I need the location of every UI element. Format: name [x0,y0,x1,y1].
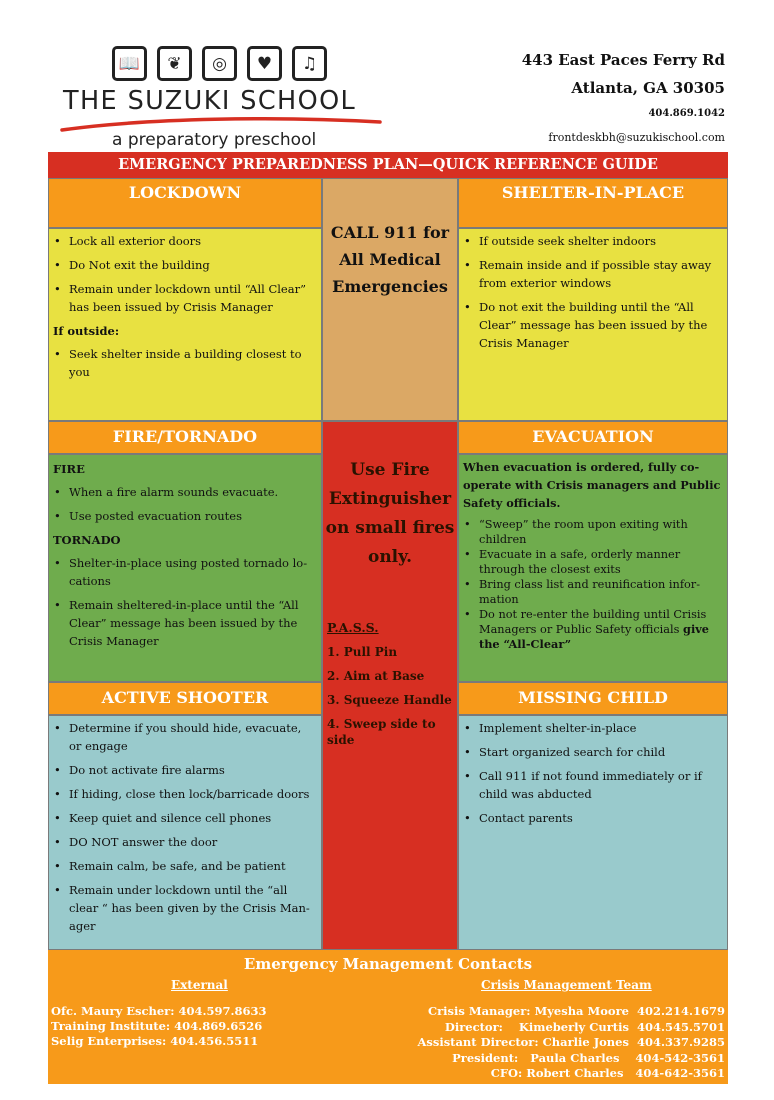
globe-icon: ◎ [202,46,237,81]
list-item: • Do not activate fire alarms [53,761,315,779]
logo-icons [112,46,337,82]
pass-step: 2. Aim at Base [327,669,425,683]
active-shooter-panel [48,715,322,950]
fire-extinguisher-text: Use Fire Extinguisher on small fires only. [325,460,455,567]
list-item: • Remain under lockdown until “All Clear” has been issued by Crisis Manager [53,280,315,316]
evacuation-last-bold: give the “All-Clear” [479,622,709,651]
external-contacts [51,1004,267,1049]
list-item: • Contact parents [463,809,721,827]
address-street: 443 East Paces Ferry Rd [521,51,725,69]
contact-line: CFO: Robert Charles 404-642-3561 [490,1066,725,1080]
crisis-team-label: Crisis Management Team [481,978,652,992]
list-item: • Remain under lockdown until the “all clear “ has been given by the Crisis Man-ager [53,881,315,935]
school-name: THE SUZUKI SCHOOL [63,86,357,116]
list-item: • When a fire alarm sounds evacuate. [53,483,315,501]
list-item: • Implement shelter-in-place [463,719,721,737]
contact-line: Selig Enterprises: 404.456.5511 [51,1034,259,1048]
pass-step: 1. Pull Pin [327,645,398,659]
list-item: • Determine if you should hide, evacuate, or engage [53,719,315,755]
pass-title: P.A.S.S. [327,620,379,635]
crisis-team-contacts [417,1004,725,1082]
shelter-panel [458,228,728,421]
list-item: • If hiding, close then lock/barricade doors [53,785,315,803]
pass-steps [327,644,455,756]
contact-line: Crisis Manager: Myesha Moore 402.214.1679 [427,1004,725,1018]
evacuation-heading: EVACUATION [458,421,728,454]
list-item: • Seek shelter inside a building closest to you [53,345,315,381]
evacuation-intro: When evacuation is ordered, fully co-operate with Crisis managers and Public Safety officials. [463,460,721,510]
email-address: frontdeskbh@suzukischool.com [548,131,725,144]
pass-step: 4. Sweep side to side [327,717,436,747]
list-item: • DO NOT answer the door [53,833,315,851]
list-item: • Do Not exit the building [53,256,315,274]
lockdown-panel [48,228,322,421]
pass-step: 3. Squeeze Handle [327,693,452,707]
school-tagline: a preparatory preschool [112,130,317,150]
missing-child-heading: MISSING CHILD [458,682,728,715]
list-item: • Bring class list and reunification infor-mation [463,577,721,607]
contact-line: Director: Kimeberly Curtis 404.545.5701 [444,1019,725,1034]
contacts-section [48,950,728,1084]
list-item [463,607,721,652]
list-item: • Remain calm, be safe, and be patient [53,857,315,875]
contacts-title: Emergency Management Contacts [243,955,533,973]
fire-tornado-panel [48,454,322,682]
phone-number: 404.869.1042 [648,108,725,119]
active-shooter-heading: ACTIVE SHOOTER [48,682,322,715]
fire-tornado-heading: FIRE/TORNADO [48,421,322,454]
list-item: • Remain inside and if possible stay away from exterior windows [463,256,721,292]
list-item: • Do not exit the building until the “All Clear” message has been issued by the Crisis Manager [463,298,721,352]
fire-extinguisher-column [322,421,458,950]
list-item: • Start organized search for child [463,743,721,761]
page-title: EMERGENCY PREPAREDNESS PLAN—QUICK REFERENCE GUIDE [48,152,728,178]
list-item: • Keep quiet and silence cell phones [53,809,315,827]
contact-line: Training Institute: 404.869.6526 [51,1019,263,1033]
list-item: • Evacuate in a safe, orderly manner through the closest exits [463,547,721,577]
contact-line: Ofc. Maury Escher: 404.597.8633 [51,1004,267,1018]
book-icon: 📖 [112,46,147,81]
address-city: Atlanta, GA 30305 [571,79,725,97]
call-911-box: CALL 911 for All Medical Emergencies [322,178,458,421]
shelter-heading: SHELTER-IN-PLACE [458,178,728,228]
missing-child-panel [458,715,728,950]
list-item: • Lock all exterior doors [53,232,315,250]
lockdown-outside-label: If outside: [53,324,120,338]
external-label: External [171,978,228,992]
list-item: • “Sweep” the room upon exiting with children [463,517,721,547]
heart-icon: ♥ [247,46,282,81]
tornado-label: TORNADO [53,533,121,547]
fire-label: FIRE [53,462,85,476]
list-item: • If outside seek shelter indoors [463,232,721,250]
evacuation-last-text: Do not re-enter the building until Crisis Managers or Public Safety officials [479,608,707,636]
list-item: • Shelter-in-place using posted tornado lo-cations [53,554,315,590]
list-item: • Call 911 if not found immediately or if child was abducted [463,767,721,803]
evacuation-panel [458,454,728,682]
violin-icon: ♫ [292,46,327,81]
list-item: • Remain sheltered-in-place until the “All Clear” message has been issued by the Crisis Manager [53,596,315,650]
contact-line: Assistant Director: Charlie Jones 404.337.9285 [417,1035,725,1049]
leaf-icon: ❦ [157,46,192,81]
list-item: • Use posted evacuation routes [53,507,315,525]
lockdown-heading: LOCKDOWN [48,178,322,228]
contact-line: President: Paula Charles 404-542-3561 [452,1050,725,1065]
